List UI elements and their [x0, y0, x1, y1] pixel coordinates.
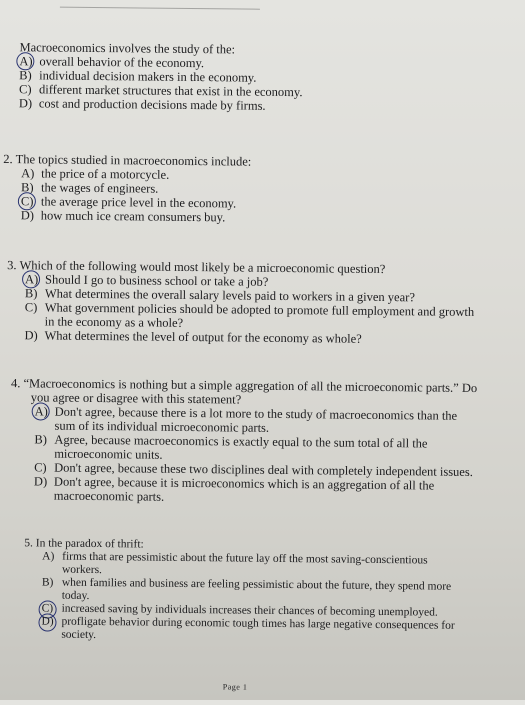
option-b: B) individual decision makers in the economy. [19, 68, 257, 85]
option-a: A) Don't agree, because there is a lot more to the study of macroeconomics than the sum of its individual microeconomic parts. [34, 404, 480, 437]
option-d: D) cost and production decisions made by firms. [18, 96, 266, 113]
option-a: A) firms that are pessimistic about the future lay off the most saving-conscientious workers. [42, 550, 428, 577]
question-5 [23, 537, 464, 646]
question-stem: 2. The topics studied in macroeconomics include: [3, 152, 252, 169]
question-1 [19, 40, 460, 115]
option-d: D) how much ice cream consumers buy. [20, 208, 226, 225]
option-b: B) What determines the overall salary levels paid to workers in a given year? [24, 286, 415, 305]
option-b: B) Agree, because macroeconomics is exactly equal to the sum total of all the microeconomic units. [34, 432, 428, 462]
option-c: C) What government policies should be adopted to promote full employment and growth in the economy as a whole? [24, 300, 475, 330]
option-d: D) profligate behavior during economic tough times has large negative consequences for society. [41, 615, 463, 645]
option-b: B) when families and business are feeling pessimistic about the future, they spend more today. [41, 576, 452, 602]
option-b: B) the wages of engineers. [20, 180, 159, 196]
top-rule [60, 7, 260, 10]
option-a: A) the price of a motorcycle. [21, 166, 170, 182]
question-3 [6, 258, 477, 347]
question-stem: 5. In the paradox of thrift: [24, 537, 144, 551]
question-stem: 3. Which of the following would most likely be a microeconomic question? [7, 258, 386, 277]
option-c: C) different market structures that exist in the economy. [18, 82, 303, 100]
option-c: C) the average price level in the economy. [21, 194, 443, 212]
question-stem: 4. “Macroeconomics is nothing but a simple aggregation of all the microeconomic parts.” Do you agree or disagree with this statement? [10, 376, 478, 407]
option-a: A) Should I go to business school or take a job? [25, 272, 477, 291]
page-number: Page 1 [222, 682, 248, 692]
question-stem: Macroeconomics involves the study of the: [19, 40, 236, 57]
option-d: D) Don't agree, because it is microeconomics which is an aggregation of all the macroeconomic parts. [33, 474, 435, 504]
option-a: A) overall behavior of the economy. [19, 54, 459, 73]
option-c: C) Don't agree, because these two disciplines deal with completely independent issues. [34, 460, 473, 479]
question-2 [3, 152, 444, 227]
question-4 [10, 376, 481, 507]
option-d: D) What determines the level of output for the economy as whole? [24, 328, 362, 346]
option-c: C) increased saving by individuals increases their chances of becoming unemployed. [42, 602, 464, 619]
